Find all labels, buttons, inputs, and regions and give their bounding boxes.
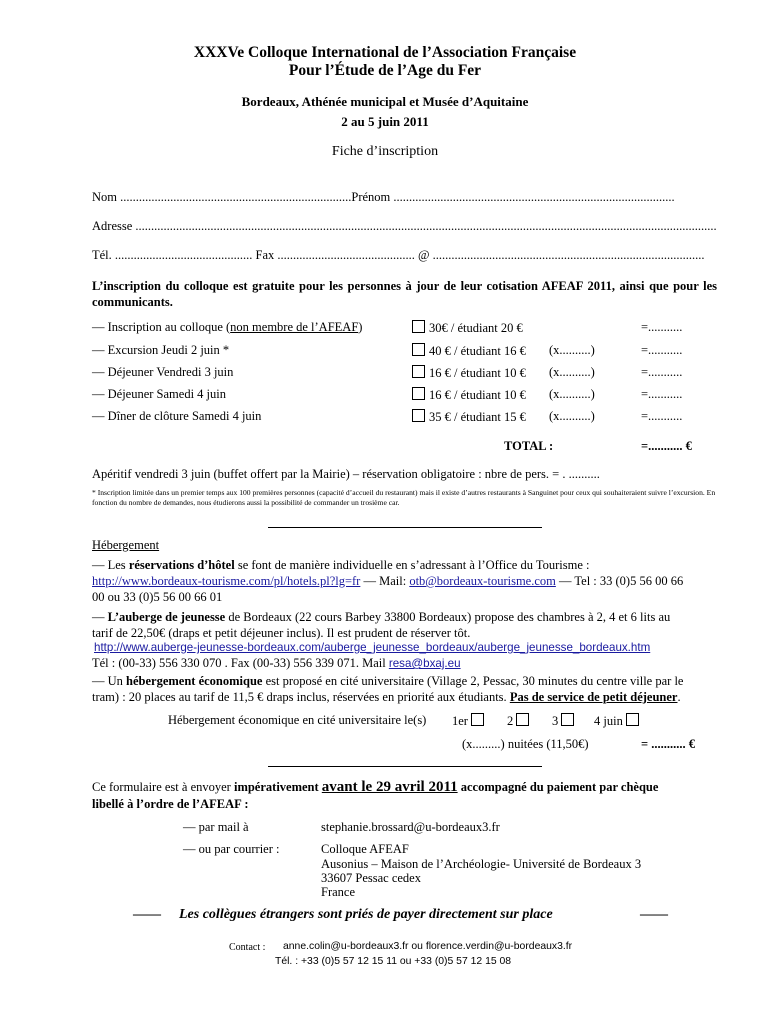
contact-phones: Tél. : +33 (0)5 57 12 15 11 ou +33 (0)5 57 12 15 08 [275, 956, 512, 967]
fee-label: — Déjeuner Vendredi 3 juin [92, 365, 234, 379]
total-value[interactable]: =........... € [641, 439, 692, 453]
contact-emails[interactable]: anne.colin@u-bordeaux3.fr ou florence.verdin@u-bordeaux3.fr [283, 941, 573, 952]
contact-label: Contact : [229, 942, 266, 953]
day-3[interactable]: 3 [552, 713, 578, 729]
conference-title-line1: XXXVe Colloque International de l’Association Française [193, 44, 577, 61]
day-4[interactable]: 4 juin [594, 713, 643, 729]
conference-title-line2: Pour l’Étude de l’Age du Fer [288, 62, 482, 79]
auberge-paragraph: — L’auberge de jeunesse de Bordeaux (22 cours Barbey 33800 Bordeaux) propose des chambres à 2, 4 et 6 lits au [92, 610, 671, 624]
fee-checkbox[interactable] [412, 320, 523, 336]
fee-checkbox[interactable] [412, 343, 526, 359]
fee-row [92, 320, 362, 335]
checkbox-icon[interactable] [561, 713, 574, 726]
hotel-mail-link[interactable]: otb@bordeaux-tourisme.com [409, 574, 556, 588]
auberge-line2: tarif de 22,50€ (draps et petit déjeuner inclus). Il est prudent de réserver tôt. [92, 626, 471, 640]
name-field[interactable]: Nom ..........................................................................Prénom .......................................................................................... [92, 190, 675, 204]
fee-label: — Inscription au colloque (non membre de l’AFEAF) [92, 320, 363, 334]
day-2[interactable]: 2 [507, 713, 533, 729]
checkbox-icon[interactable] [626, 713, 639, 726]
fee-checkbox[interactable] [412, 365, 526, 381]
eco-line2: tram) : 20 places au tarif de 11,5 € draps inclus, réservées en priorité aux étudiants. Pas de service de petit déjeuner. [92, 690, 681, 704]
conference-dates: 2 au 5 juin 2011 [341, 114, 429, 129]
eco-paragraph: — Un hébergement économique est proposé en cité universitaire (Village 2, Pessac, 30 minutes du centre ville par le [92, 674, 684, 688]
contact-fields[interactable]: Tél. ............................................ Fax ............................................ @ ....................................................................................... [92, 248, 705, 262]
checkbox-icon[interactable] [471, 713, 484, 726]
aperitif-line[interactable]: Apéritif vendredi 3 juin (buffet offert par la Mairie) – réservation obligatoire : nbre de pers. = . .......... [92, 467, 600, 481]
form-title: Fiche d’inscription [331, 144, 439, 159]
fee-price: 16 € / étudiant 10 € [429, 366, 526, 380]
divider [268, 527, 542, 528]
fee-label: — Excursion Jeudi 2 juin * [92, 343, 230, 357]
foreign-notice: Les collègues étrangers sont priés de payer directement sur place [179, 907, 553, 922]
fee-quantity[interactable]: (x..........) [549, 387, 595, 401]
post-address-line: 33607 Pessac cedex [321, 871, 421, 885]
nights-count[interactable]: (x.........) nuitées (11,50€) [462, 737, 589, 751]
fee-price: 16 € / étudiant 10 € [429, 388, 526, 402]
dash-left: —— [133, 907, 161, 922]
day-1er[interactable]: 1er [452, 713, 488, 729]
post-address-line: France [321, 885, 356, 899]
cite-label: Hébergement économique en cité universitaire le(s) [168, 713, 427, 727]
fee-quantity[interactable]: (x..........) [549, 365, 595, 379]
mail-label: — par mail à [183, 820, 249, 834]
fee-total[interactable]: =........... [641, 409, 683, 423]
hotel-link[interactable]: http://www.bordeaux-tourisme.com/pl/hotels.pl?lg=fr [92, 574, 361, 588]
hotel-contact-line: http://www.bordeaux-tourisme.com/pl/hotels.pl?lg=fr — Mail: otb@bordeaux-tourisme.com — Tel : 33 (0)5 56 00 66 [92, 574, 684, 588]
fee-checkbox[interactable] [412, 409, 526, 425]
fee-price: 35 € / étudiant 15 € [429, 410, 526, 424]
post-label: — ou par courrier : [183, 842, 280, 856]
fee-label: — Dîner de clôture Samedi 4 juin [92, 409, 262, 423]
auberge-contact-line: Tél : (00-33) 556 330 070 . Fax (00-33) 556 339 071. Mail resa@bxaj.eu [92, 656, 461, 670]
post-address-line: Ausonius – Maison de l’Archéologie- Université de Bordeaux 3 [321, 857, 642, 871]
fee-total[interactable]: =........... [641, 343, 683, 357]
fee-price: 30€ / étudiant 20 € [429, 321, 523, 335]
free-registration-notice: L’inscription du colloque est gratuite pour les personnes à jour de leur cotisation AFEAF 2011, ainsi que pour les communicants. [92, 279, 717, 309]
auberge-link[interactable]: http://www.auberge-jeunesse-bordeaux.com/auberge_jeunesse_bordeaux/auberge_jeunesse_bordeaux.htm [94, 641, 651, 654]
divider [268, 766, 542, 767]
fee-quantity[interactable]: (x..........) [549, 409, 595, 423]
mail-address[interactable]: stephanie.brossard@u-bordeaux3.fr [321, 820, 500, 834]
auberge-mail-link[interactable]: resa@bxaj.eu [388, 657, 461, 670]
hotel-paragraph: — Les réservations d’hôtel se font de manière individuelle en s’adressant à l’Office du Tourisme : [92, 558, 590, 572]
fee-checkbox[interactable] [412, 387, 526, 403]
fee-price: 40 € / étudiant 16 € [429, 344, 526, 358]
fee-quantity[interactable]: (x..........) [549, 343, 595, 357]
address-field[interactable]: Adresse .......................................................................................................................................................................................... [92, 219, 717, 233]
send-instructions-line2: libellé à l’ordre de l’AFEAF : [92, 797, 249, 811]
hotel-phone-line: 00 ou 33 (0)5 56 00 66 01 [92, 590, 223, 604]
dash-right: —— [640, 907, 668, 922]
footnote: * Inscription limitée dans un premier temps aux 100 premières personnes (capacité d’accueil du restaurant) mais il existe d’autres restaurants à Sanguinet pour ceux qui souhaiteraient suivre l’excursion. En fonction du nombre de demandes, nous étudierons aussi la possibilité de commander un trosième car. [92, 488, 716, 507]
nights-total[interactable]: = ........... € [641, 737, 695, 751]
fee-total[interactable]: =........... [641, 320, 683, 334]
lodging-heading: Hébergement [92, 538, 160, 552]
checkbox-icon[interactable] [516, 713, 529, 726]
total-label: TOTAL : [504, 439, 554, 453]
send-instructions: Ce formulaire est à envoyer impérativement avant le 29 avril 2011 accompagné du paiement par chèque [92, 779, 659, 795]
fee-label: — Déjeuner Samedi 4 juin [92, 387, 226, 401]
post-address-line: Colloque AFEAF [321, 842, 409, 856]
conference-venue: Bordeaux, Athénée municipal et Musée d’Aquitaine [241, 94, 529, 109]
fee-total[interactable]: =........... [641, 387, 683, 401]
fee-total[interactable]: =........... [641, 365, 683, 379]
